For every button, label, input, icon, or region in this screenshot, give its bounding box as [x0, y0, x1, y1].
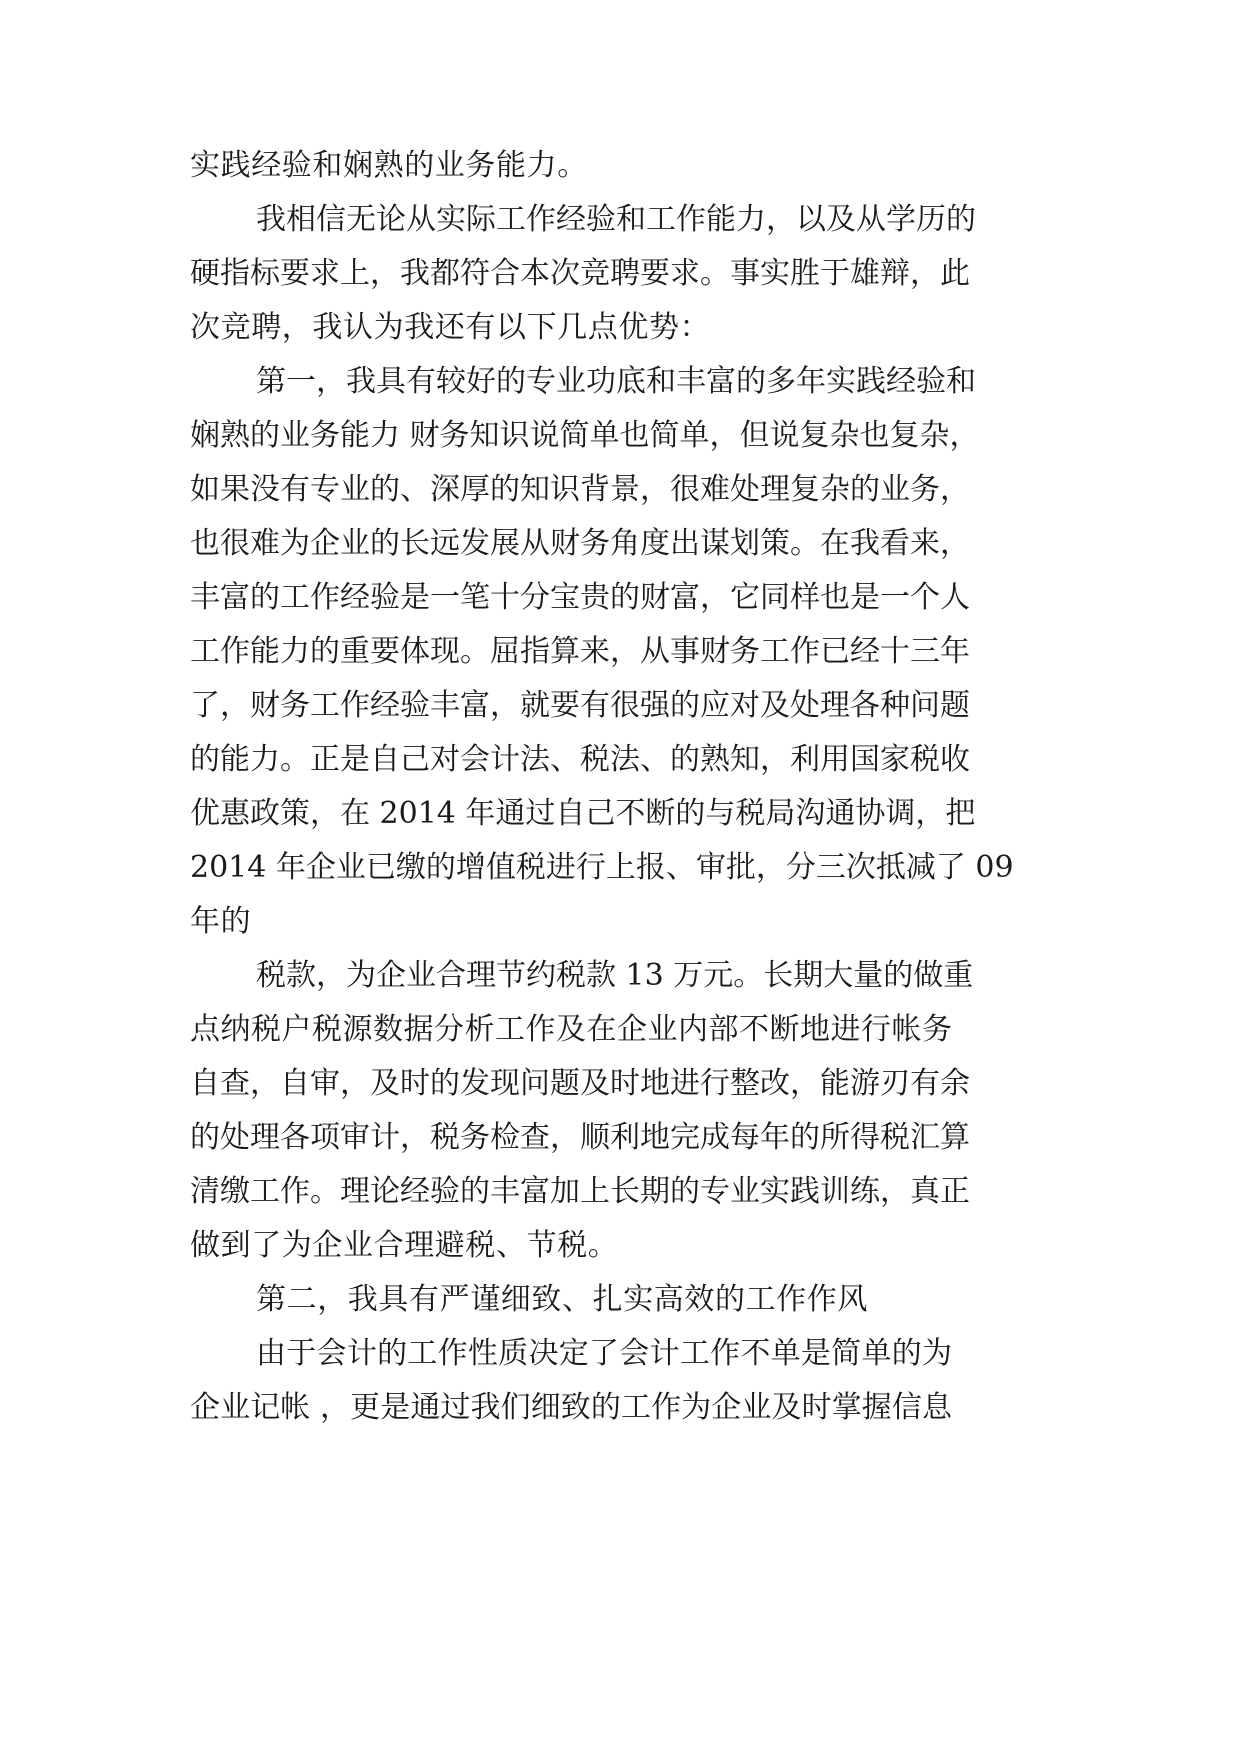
text-line: 第二，我具有严谨细致、扎实高效的工作作风 — [256, 1282, 868, 1317]
text-line: 优惠政策，在 2014 年通过自己不断的与税局沟通协调，把 — [190, 796, 976, 831]
text-line: 清缴工作。理论经验的丰富加上长期的专业实践训练，真正 — [190, 1174, 970, 1209]
text-line: 2014 年企业已缴的增值税进行上报、审批，分三次抵减了 09 — [190, 850, 1014, 885]
text-line: 税款，为企业合理节约税款 13 万元。长期大量的做重 — [256, 958, 974, 993]
text-line: 第一，我具有较好的专业功底和丰富的多年实践经验和 — [256, 364, 976, 399]
text-line: 工作能力的重要体现。屈指算来，从事财务工作已经十三年 — [190, 634, 970, 669]
text-line: 自查，自审，及时的发现问题及时地进行整改，能游刃有余 — [190, 1066, 970, 1101]
text-line: 的处理各项审计，税务检查，顺利地完成每年的所得税汇算 — [190, 1120, 970, 1155]
text-line: 的能力。正是自己对会计法、税法、的熟知，利用国家税收 — [190, 742, 970, 777]
text-line: 丰富的工作经验是一笔十分宝贵的财富，它同样也是一个人 — [190, 580, 970, 615]
text-line: 年的 — [190, 904, 252, 939]
text-line: 企业记帐 ，更是通过我们细致的工作为企业及时掌握信息 — [190, 1390, 952, 1425]
text-line: 次竞聘，我认为我还有以下几点优势： — [190, 310, 711, 345]
text-line: 由于会计的工作性质决定了会计工作不单是简单的为 — [256, 1336, 952, 1371]
text-line: 我相信无论从实际工作经验和工作能力，以及从学历的 — [256, 202, 976, 237]
text-line: 点纳税户税源数据分析工作及在企业内部不断地进行帐务 — [190, 1012, 952, 1047]
text-line: 也很难为企业的长远发展从财务角度出谋划策。在我看来， — [190, 526, 970, 561]
text-line: 娴熟的业务能力 财务知识说简单也简单，但说复杂也复杂， — [190, 418, 980, 453]
text-line: 实践经验和娴熟的业务能力。 — [190, 148, 588, 183]
text-line: 如果没有专业的、深厚的知识背景，很难处理复杂的业务， — [190, 472, 970, 507]
text-line: 做到了为企业合理避税、节税。 — [190, 1228, 619, 1263]
text-line: 硬指标要求上，我都符合本次竞聘要求。事实胜于雄辩，此 — [190, 256, 970, 291]
text-line: 了，财务工作经验丰富，就要有很强的应对及处理各种问题 — [190, 688, 970, 723]
